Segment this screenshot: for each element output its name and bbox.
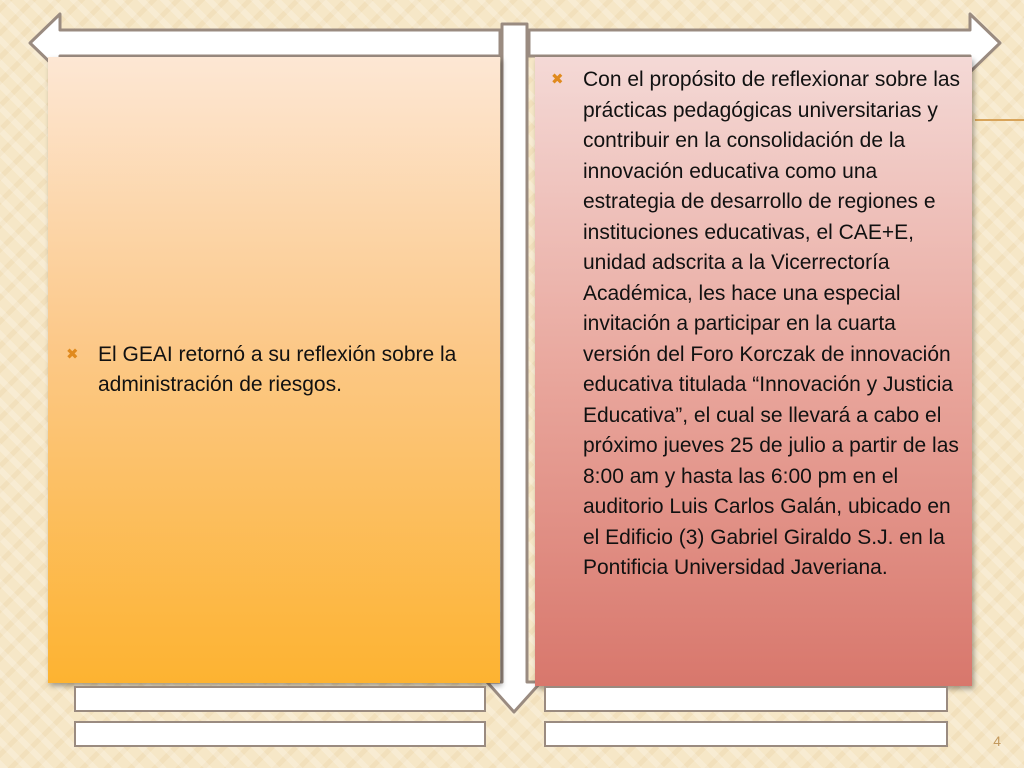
x-bullet-icon: ✖ xyxy=(66,345,79,363)
empty-box-right-top xyxy=(544,686,948,712)
right-bullet-item xyxy=(547,65,962,584)
left-content-panel xyxy=(48,57,500,683)
right-bullet-text: Con el propósito de reflexionar sobre las prácticas pedagógicas universitarias y contribuir en la consolidación de la innovación educativa como una estrategia de desarrollo de regiones e instituciones educativas, el CAE+E, unidad adscrita a la Vicerrectoría Académica, les hace una especial invitación a participar en la cuarta versión del Foro Korczak de innovación educativa titulada “Innovación y Justicia Educativa”, el cual se llevará a cabo el próximo jueves 25 de julio a partir de las 8:00 am y hasta las 6:00 pm en el auditorio Luis Carlos Galán, ubicado en el Edificio (3) Gabriel Giraldo S.J. en la Pontificia Universidad Javeriana. xyxy=(583,68,961,579)
empty-box-left-top xyxy=(74,686,486,712)
left-bullet-item xyxy=(62,340,478,401)
left-bullet-text: El GEAI retornó a su reflexión sobre la administración de riesgos. xyxy=(98,342,457,396)
right-content-panel xyxy=(535,57,972,686)
empty-box-right-bottom xyxy=(544,721,948,747)
x-bullet-icon: ✖ xyxy=(551,71,564,88)
slide-number: 4 xyxy=(993,733,1001,749)
empty-box-left-bottom xyxy=(74,721,486,747)
